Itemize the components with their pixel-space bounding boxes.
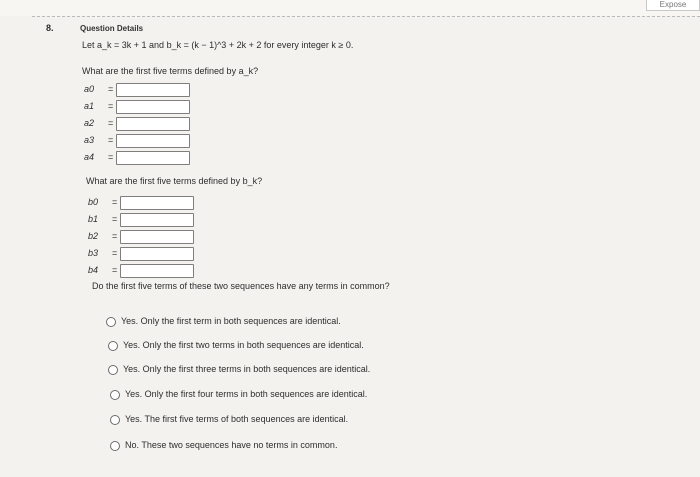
b-term-label: b1: [88, 214, 99, 224]
b-term-label: b0: [88, 197, 99, 207]
b-term-row: [88, 248, 198, 264]
a-term-row: [84, 101, 194, 117]
option-label: No. These two sequences have no terms in common.: [125, 440, 338, 450]
b2-input[interactable]: [120, 230, 194, 244]
answer-option[interactable]: [110, 389, 470, 403]
b-term-row: [88, 265, 198, 281]
common-terms-prompt: Do the first five terms of these two sequences have any terms in common?: [92, 281, 390, 291]
a-term-label: a2: [84, 118, 95, 128]
radio-button[interactable]: [106, 317, 116, 327]
prompt-a-terms: What are the first five terms defined by a_k?: [82, 66, 259, 76]
a4-input[interactable]: [116, 151, 190, 165]
b0-input[interactable]: [120, 196, 194, 210]
a-term-row: [84, 152, 194, 168]
answer-option[interactable]: [110, 414, 470, 428]
b-term-label: b3: [88, 248, 99, 258]
a2-input[interactable]: [116, 117, 190, 131]
b-term-label: b2: [88, 231, 99, 241]
a-term-label: a0: [84, 84, 95, 94]
equals-sign: =: [112, 214, 118, 224]
separator-line: [32, 16, 700, 17]
b-term-row: [88, 214, 198, 230]
answer-option[interactable]: [108, 364, 468, 378]
answer-option[interactable]: [110, 440, 470, 454]
a-term-row: [84, 135, 194, 151]
radio-button[interactable]: [110, 441, 120, 451]
option-label: Yes. The first five terms of both sequences are identical.: [125, 414, 349, 424]
radio-button[interactable]: [108, 365, 118, 375]
a1-input[interactable]: [116, 100, 190, 114]
option-label: Yes. Only the first term in both sequences are identical.: [121, 316, 341, 326]
option-label: Yes. Only the first four terms in both sequences are identical.: [125, 389, 368, 399]
radio-button[interactable]: [108, 341, 118, 351]
question-details-header: Question Details: [80, 24, 144, 33]
equals-sign: =: [112, 265, 118, 275]
equals-sign: =: [108, 152, 114, 162]
answer-option[interactable]: [106, 316, 466, 330]
equals-sign: =: [112, 197, 118, 207]
b4-input[interactable]: [120, 264, 194, 278]
corner-button[interactable]: Expose: [646, 0, 700, 11]
b-term-row: [88, 231, 198, 247]
option-label: Yes. Only the first two terms in both sequences are identical.: [123, 340, 364, 350]
sequence-definition: Let a_k = 3k + 1 and b_k = (k − 1)^3 + 2k + 2 for every integer k ≥ 0.: [82, 40, 354, 50]
equals-sign: =: [108, 101, 114, 111]
prompt-b-terms: What are the first five terms defined by b_k?: [86, 176, 263, 186]
equals-sign: =: [108, 118, 114, 128]
equals-sign: =: [108, 135, 114, 145]
equals-sign: =: [112, 231, 118, 241]
b-term-row: [88, 197, 198, 213]
equals-sign: =: [108, 84, 114, 94]
a-term-row: [84, 84, 194, 100]
radio-button[interactable]: [110, 415, 120, 425]
a-term-row: [84, 118, 194, 134]
a0-input[interactable]: [116, 83, 190, 97]
radio-button[interactable]: [110, 390, 120, 400]
equals-sign: =: [112, 248, 118, 258]
a3-input[interactable]: [116, 134, 190, 148]
a-term-label: a3: [84, 135, 95, 145]
b3-input[interactable]: [120, 247, 194, 261]
answer-option[interactable]: [108, 340, 468, 354]
option-label: Yes. Only the first three terms in both sequences are identical.: [123, 364, 371, 374]
question-number: 8.: [46, 23, 54, 33]
b1-input[interactable]: [120, 213, 194, 227]
a-term-label: a1: [84, 101, 95, 111]
a-term-label: a4: [84, 152, 95, 162]
b-term-label: b4: [88, 265, 99, 275]
top-bar: [0, 0, 700, 16]
